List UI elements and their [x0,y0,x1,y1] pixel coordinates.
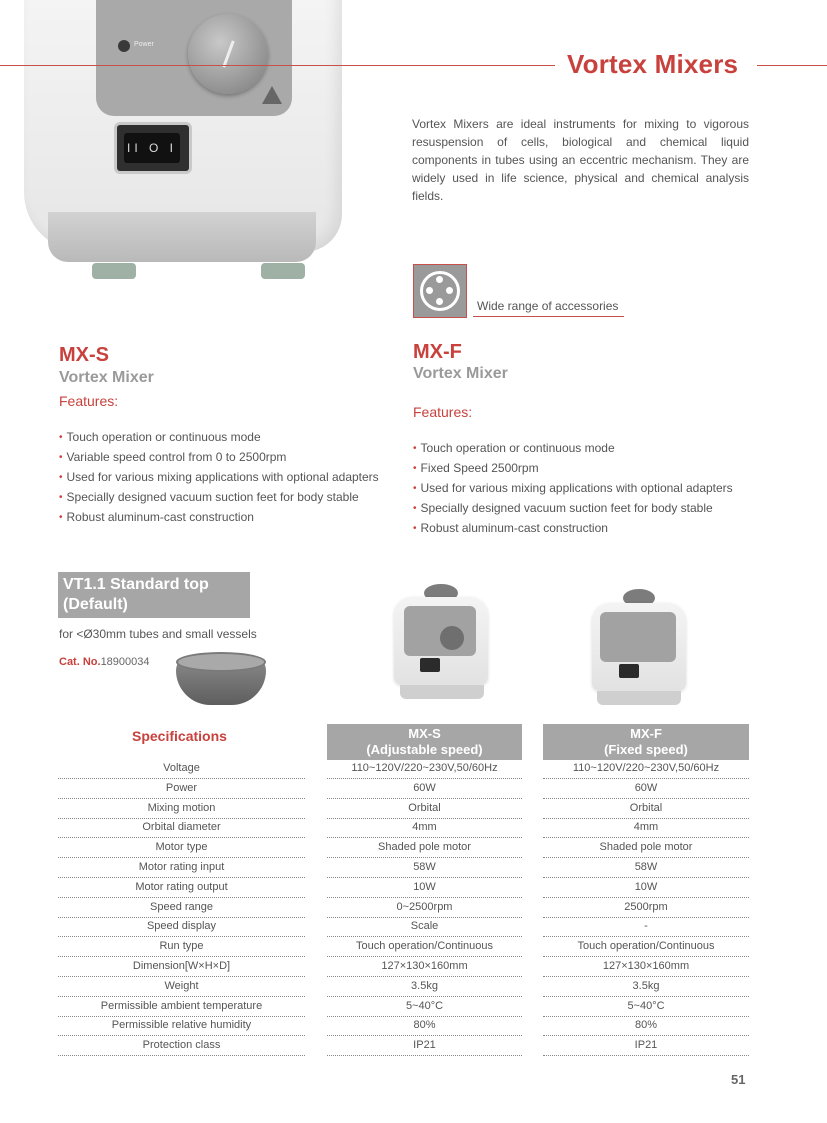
spec-value-mx-s: IP21 [327,1036,522,1056]
mx-f-base [597,691,681,705]
spec-label: Power [58,779,305,799]
spec-value-mx-f: 5~40°C [543,997,749,1017]
mx-f-switch [619,664,639,678]
accessory-hole [436,276,443,283]
spec-label: Motor rating output [58,878,305,898]
spec-value-mx-f: - [543,917,749,937]
suction-foot [92,263,136,279]
spec-label: Speed display [58,917,305,937]
spec-value-mx-s: 0~2500rpm [327,898,522,918]
suction-foot [261,263,305,279]
spec-label: Run type [58,937,305,957]
vt-title-box [58,572,250,618]
spec-value-mx-f: 3.5kg [543,977,749,997]
specifications-title: Specifications [132,728,227,744]
column-header-name: MX-F [630,726,662,741]
column-header-name: MX-S [408,726,441,741]
spec-value-mx-s: Orbital [327,799,522,819]
spec-value-mx-s: 5~40°C [327,997,522,1017]
accessory-hole [436,298,443,305]
features-heading-mx-s: Features: [59,393,119,409]
spec-value-mx-s: 3.5kg [327,977,522,997]
vt-catalog-number [59,656,150,668]
spec-label: Motor type [58,838,305,858]
spec-value-mx-s: 4mm [327,818,522,838]
spec-label: Mixing motion [58,799,305,819]
spec-value-mx-s: 80% [327,1016,522,1036]
spec-value-mx-f: 80% [543,1016,749,1036]
feature-item: • Touch operation or continuous mode [59,428,379,448]
spec-value-mx-s: Scale [327,917,522,937]
spec-label: Dimension[W×H×D] [58,957,305,977]
header-rule-right [757,65,827,66]
product-subtitle-mx-f: Vortex Mixer [413,365,508,382]
mx-s-switch [420,658,440,672]
spec-label: Motor rating input [58,858,305,878]
spec-value-mx-s: 110~120V/220~230V,50/60Hz [327,759,522,779]
warning-icon [262,86,282,104]
mx-s-panel [404,606,476,656]
spec-value-mx-f: IP21 [543,1036,749,1056]
spec-value-mx-s: 60W [327,779,522,799]
feature-item: • Touch operation or continuous mode [413,439,733,459]
feature-item: • Specially designed vacuum suction feet for body stable [59,488,379,508]
intro-paragraph: Vortex Mixers are ideal instruments for mixing to vigorous resuspension of cells, biological and chemical liquid components in tubes using an eccentric mechanism. They are widely used in life science, physical and chemical analysis fields. [412,117,749,203]
page-title: Vortex Mixers [567,49,739,79]
spec-value-mx-f: 58W [543,858,749,878]
power-label: Power [134,41,154,48]
spec-value-mx-f: 2500rpm [543,898,749,918]
spec-value-mx-f: Touch operation/Continuous [543,937,749,957]
spec-value-mx-f: 10W [543,878,749,898]
page-number: 51 [731,1072,746,1087]
feature-list-mx-f [413,439,733,539]
spec-label: Orbital diameter [58,818,305,838]
spec-value-mx-s: 127×130×160mm [327,957,522,977]
spec-value-mx-s: Touch operation/Continuous [327,937,522,957]
hero-device-base [48,212,316,262]
accessory-hole [426,287,433,294]
spec-value-mx-f: 60W [543,779,749,799]
cat-label: Cat. No. [59,656,101,668]
accessories-underline [473,316,624,317]
mx-f-panel [600,612,676,662]
product-name-mx-s: MX-S [59,344,109,366]
mx-s-base [400,685,484,699]
standard-top-rim [176,652,266,672]
accessories-label: Wide range of accessories [477,299,619,313]
feature-item: • Fixed Speed 2500rpm [413,459,733,479]
power-switch-icon: II O I [124,133,180,163]
vt-title-line1: VT1.1 Standard top [63,576,209,593]
spec-value-mx-f: Shaded pole motor [543,838,749,858]
feature-list-mx-s [59,428,379,528]
product-subtitle-mx-s: Vortex Mixer [59,369,154,386]
spec-value-mx-f: 127×130×160mm [543,957,749,977]
spec-value-mx-s: Shaded pole motor [327,838,522,858]
cat-value: 18900034 [100,656,150,668]
feature-item: • Variable speed control from 0 to 2500rpm [59,448,379,468]
mx-s-knob-icon [440,626,464,650]
column-header-mx-f [543,724,749,760]
accessory-hole [446,287,453,294]
spec-value-mx-s: 58W [327,858,522,878]
product-name-mx-f: MX-F [413,341,462,363]
vt-description: for <Ø30mm tubes and small vessels [59,627,257,641]
header-rule-left [0,65,555,66]
column-header-mx-s [327,724,522,760]
power-indicator-icon [118,40,130,52]
spec-value-mx-s: 10W [327,878,522,898]
feature-item: • Robust aluminum-cast construction [413,519,733,539]
spec-label: Speed range [58,898,305,918]
column-header-subtitle: (Adjustable speed) [366,742,483,757]
vt-title-line2: (Default) [63,596,128,613]
feature-item: • Used for various mixing applications with optional adapters [413,479,733,499]
column-header-subtitle: (Fixed speed) [604,742,688,757]
spec-value-mx-f: 4mm [543,818,749,838]
spec-label: Protection class [58,1036,305,1056]
spec-label: Permissible ambient temperature [58,997,305,1017]
spec-label: Voltage [58,759,305,779]
feature-item: • Specially designed vacuum suction feet for body stable [413,499,733,519]
spec-label: Weight [58,977,305,997]
feature-item: • Used for various mixing applications with optional adapters [59,468,379,488]
features-heading-mx-f: Features: [413,404,473,420]
feature-item: • Robust aluminum-cast construction [59,508,379,528]
spec-value-mx-f: 110~120V/220~230V,50/60Hz [543,759,749,779]
spec-value-mx-f: Orbital [543,799,749,819]
spec-label: Permissible relative humidity [58,1016,305,1036]
